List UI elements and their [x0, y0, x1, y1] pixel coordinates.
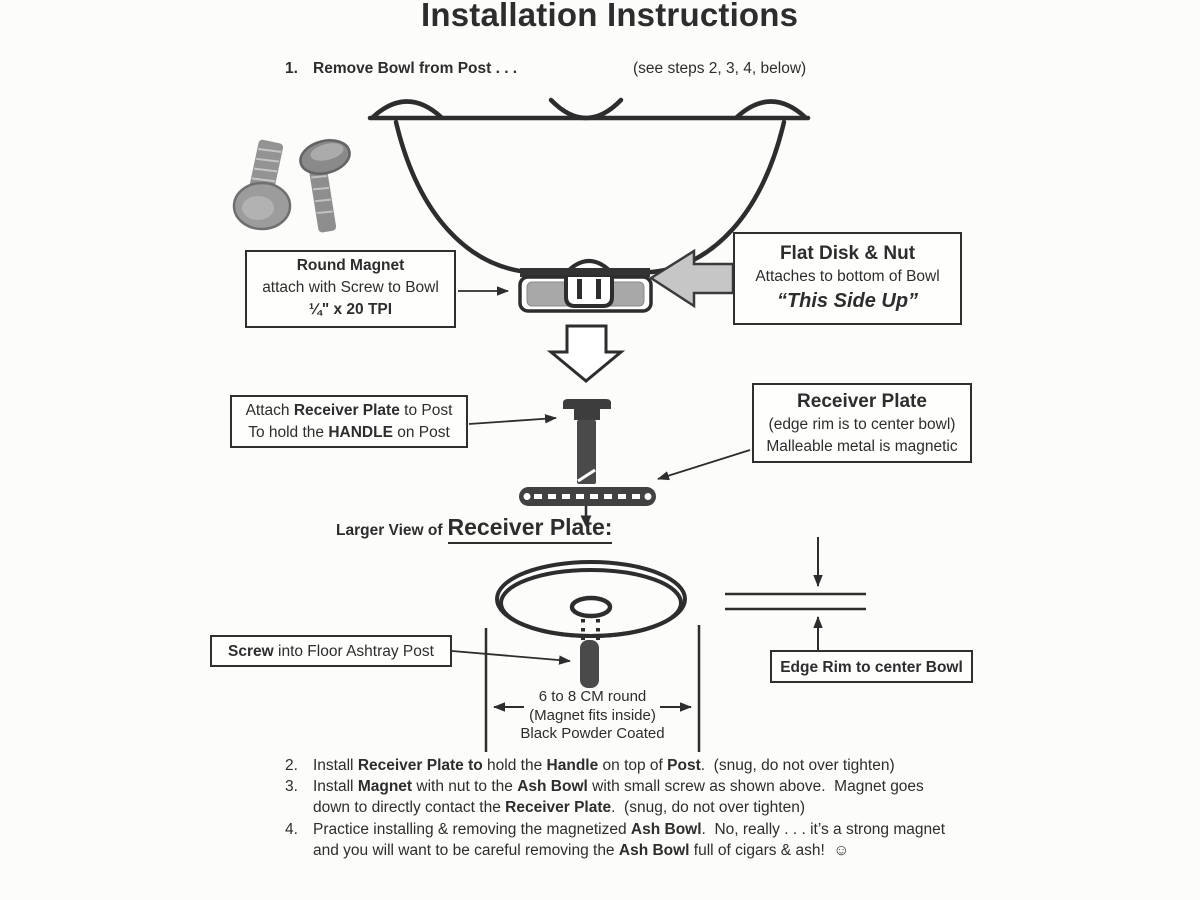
receiver-plate-callout	[752, 383, 972, 463]
text-segment-bold: HANDLE	[328, 424, 393, 441]
flat-disk-line1: Flat Disk & Nut	[779, 243, 916, 264]
step-2-number: 2.	[285, 757, 298, 774]
round-magnet-line3: ¼" x 20 TPI	[308, 301, 393, 318]
step-3-line2	[313, 799, 805, 817]
dimension-line2: (Magnet fits inside)	[529, 706, 656, 724]
text-segment: Attach	[245, 402, 294, 419]
down-block-arrow	[551, 326, 621, 381]
text-segment-bold: Receiver Plate	[505, 799, 612, 816]
step-3-number: 3.	[285, 778, 298, 795]
text-segment: on top of	[598, 757, 668, 774]
text-segment: with small screw as shown above. Magnet goes	[587, 778, 924, 795]
step-2	[285, 757, 895, 775]
receiver-plate-line3: Malleable metal is magnetic	[766, 438, 958, 455]
receiver-plate-top-view	[497, 562, 685, 688]
text-segment-bold: Ash Bowl	[618, 842, 690, 859]
screw-post-rest: into Floor Ashtray Post	[273, 643, 434, 660]
receiver-plate-line2: (edge rim is to center bowl)	[768, 416, 956, 433]
step-4-line2	[313, 842, 849, 860]
edge-rim-callout	[770, 650, 973, 683]
edge-rim-side-view	[725, 537, 866, 650]
step-4	[285, 821, 945, 839]
screw-post-callout	[210, 635, 452, 667]
receiver-plate-line1: Receiver Plate	[797, 391, 927, 412]
text-segment: . (snug, do not over tighten)	[611, 799, 806, 816]
text-segment-bold: Magnet	[357, 778, 413, 795]
receiver-plate-edge-drawing	[519, 487, 656, 506]
attach-receiver-line2	[232, 422, 466, 444]
page-title: Installation Instructions	[421, 0, 799, 33]
step-4-number: 4.	[285, 821, 298, 838]
flat-disk-line3: “This Side Up”	[776, 290, 919, 312]
dimension-line1: 6 to 8 CM round	[538, 688, 647, 705]
edge-rim-line1: Edge Rim to center Bowl	[780, 659, 963, 676]
dimension-note	[486, 688, 699, 744]
text-segment-bold: Handle	[546, 757, 599, 774]
text-segment: Install	[313, 778, 358, 795]
text-segment: full of cigars & ash! ☺	[689, 842, 850, 859]
attach-receiver-callout	[230, 395, 468, 448]
larger-view-emphasis: Receiver Plate:	[448, 514, 613, 544]
flat-disk-pointer-arrow	[651, 251, 733, 306]
screw-photo-left	[234, 139, 290, 229]
flat-disk-line2: Attaches to bottom of Bowl	[755, 268, 940, 285]
dimension-line3: Black Powder Coated	[520, 725, 665, 742]
text-segment-bold: Receiver Plate to	[357, 757, 483, 774]
text-segment: and you will want to be careful removing the	[313, 842, 619, 859]
magnet-assembly-drawing	[520, 261, 651, 311]
text-segment: to Post	[399, 402, 453, 419]
text-segment: hold the	[482, 757, 547, 774]
step-1	[285, 60, 517, 78]
text-segment: with nut to the	[412, 778, 518, 795]
flat-disk-callout	[733, 232, 962, 325]
step-1-number: 1.	[285, 60, 298, 77]
step-1-note: (see steps 2, 3, 4, below)	[633, 60, 807, 77]
text-segment: down to directly contact the	[313, 799, 506, 816]
receiver-plate-leader-arrow	[658, 450, 750, 479]
screw-photo-right	[297, 135, 353, 233]
text-segment: To hold the	[248, 424, 329, 441]
larger-view-heading	[336, 514, 612, 544]
larger-view-prefix: Larger View of	[336, 522, 443, 539]
text-segment: . (snug, do not over tighten)	[700, 757, 895, 774]
screw-post-bold: Screw	[228, 643, 274, 660]
mounting-screw-drawing	[563, 399, 611, 484]
round-magnet-callout	[245, 250, 456, 328]
text-segment: Practice installing & removing the magnetized	[313, 821, 631, 838]
step-1-text: Remove Bowl from Post . . .	[313, 60, 518, 77]
screw-post-leader-arrow	[452, 651, 570, 661]
step-3	[285, 778, 924, 796]
round-magnet-line1: Round Magnet	[296, 257, 405, 274]
text-segment: . No, really . . . it’s a strong magnet	[701, 821, 946, 838]
attach-receiver-line1	[232, 400, 466, 422]
text-segment: Install	[313, 757, 358, 774]
text-segment-bold: Ash Bowl	[630, 821, 702, 838]
text-segment: on Post	[392, 424, 450, 441]
text-segment-bold: Receiver Plate	[293, 402, 400, 419]
text-segment-bold: Post	[667, 757, 701, 774]
attach-receiver-leader-arrow	[469, 418, 556, 424]
text-segment-bold: Ash Bowl	[517, 778, 588, 795]
round-magnet-line2: attach with Screw to Bowl	[262, 279, 439, 296]
